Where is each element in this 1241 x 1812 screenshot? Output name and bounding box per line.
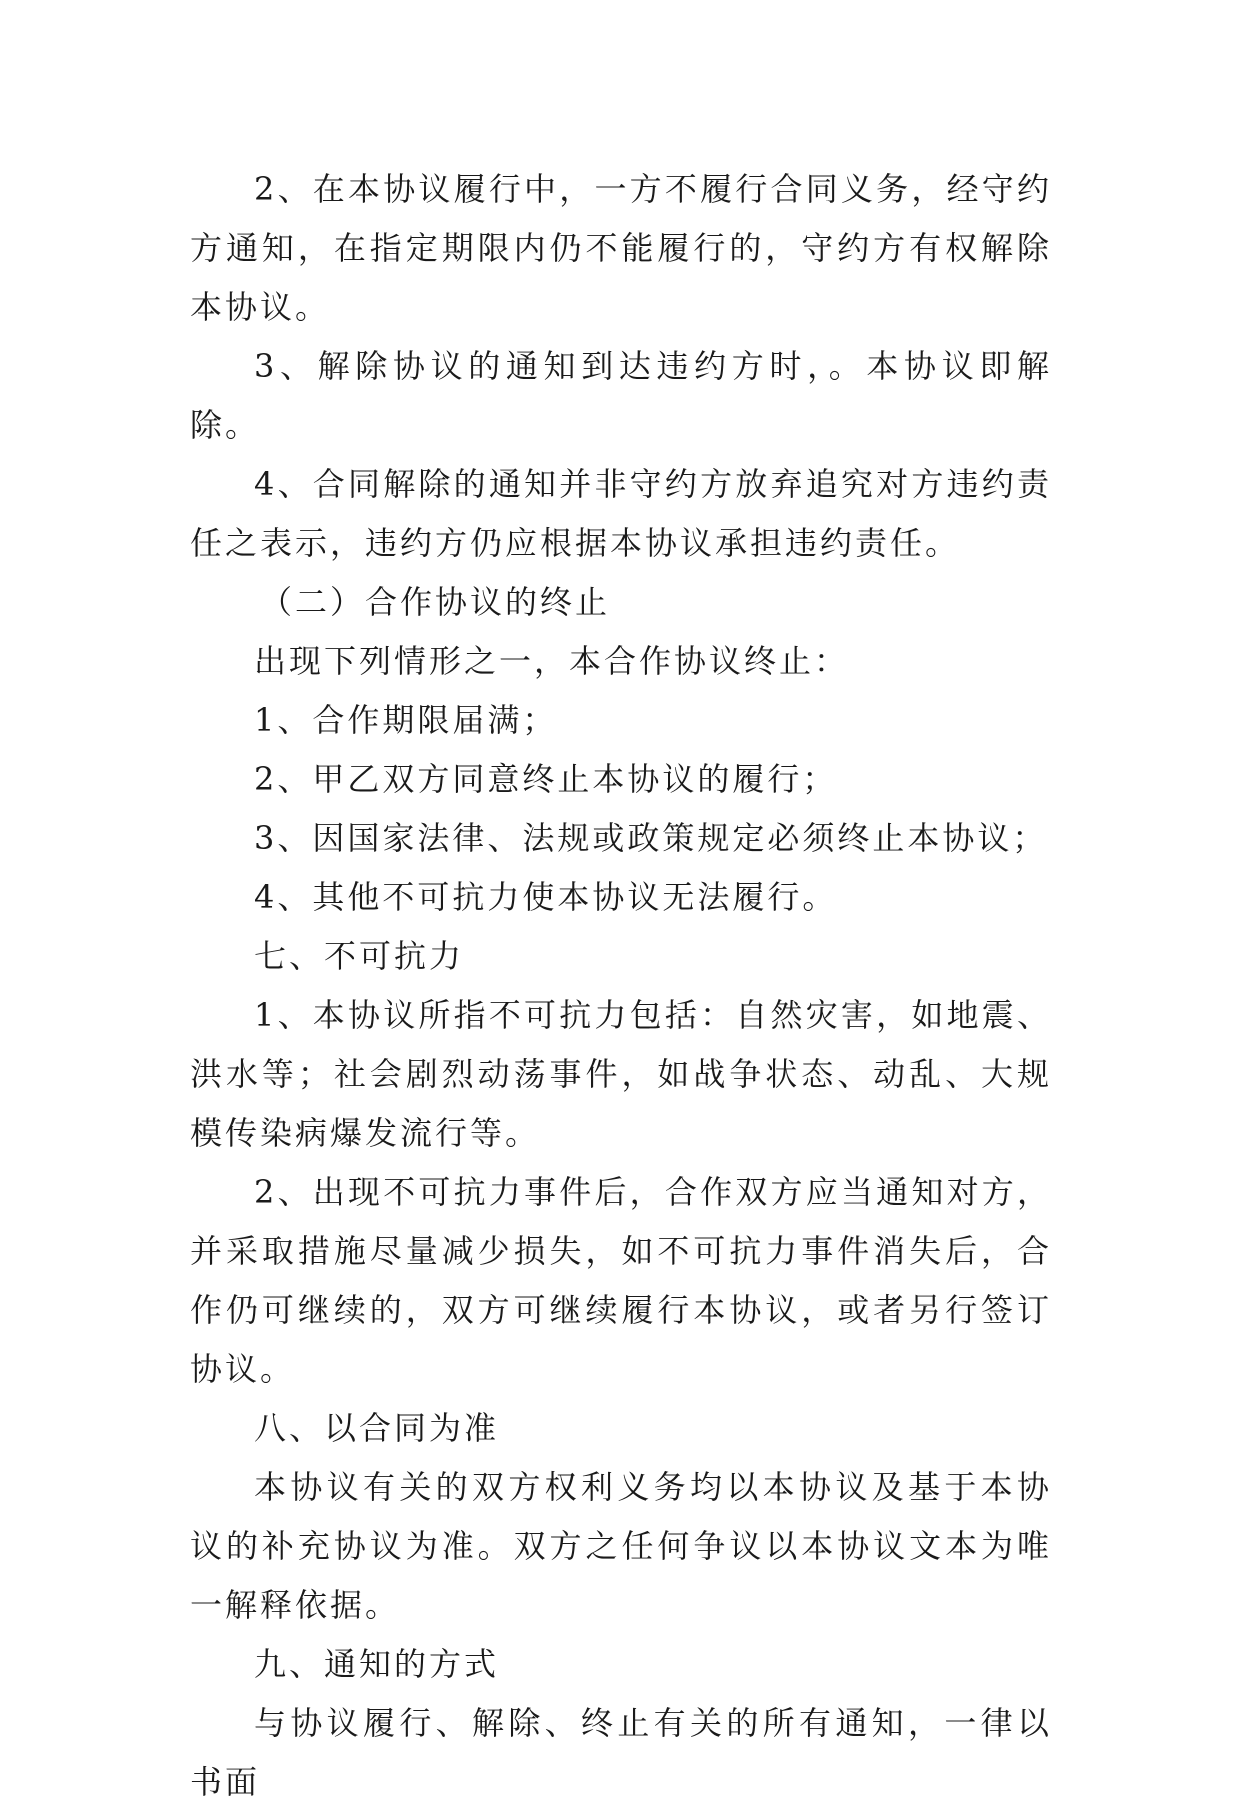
- section-heading-cooperation-end: （二）合作协议的终止: [260, 583, 611, 621]
- paragraph-force-majeure-1: 1、本协议所指不可抗力包括：自然灾害，如地震、洪水等；社会剧烈动荡事件，如战争状态、动乱、大规模传染病爆发流行等。: [190, 996, 1052, 1152]
- list-item-end-4: 4、其他不可抗力使本协议无法履行。: [254, 878, 838, 916]
- paragraph-termination-4: 4、合同解除的通知并非守约方放弃追究对方违约责任之表示，违约方仍应根据本协议承担违约责任。: [190, 465, 1052, 562]
- paragraph-contract-prevails: 本协议有关的双方权利义务均以本协议及基于本协议的补充协议为准。双方之任何争议以本协议文本为唯一解释依据。: [190, 1468, 1052, 1624]
- list-item-end-1: 1、合作期限届满；: [254, 701, 558, 739]
- paragraph-termination-2: 2、在本协议履行中，一方不履行合同义务，经守约方通知，在指定期限内仍不能履行的，守约方有权解除本协议。: [190, 170, 1052, 326]
- document-body: [190, 160, 1052, 1812]
- paragraph-notice-method: 与协议履行、解除、终止有关的所有通知，一律以书面: [190, 1704, 1052, 1801]
- paragraph-end-conditions: 出现下列情形之一，本合作协议终止：: [254, 642, 850, 680]
- section-heading-notice-method: 九、通知的方式: [254, 1645, 500, 1683]
- paragraph-termination-3: 3、解除协议的通知到达违约方时，。本协议即解除。: [190, 347, 1052, 444]
- paragraph-force-majeure-2: 2、出现不可抗力事件后，合作双方应当通知对方，并采取措施尽量减少损失，如不可抗力事件消失后，合作仍可继续的，双方可继续履行本协议，或者另行签订协议。: [190, 1173, 1052, 1388]
- list-item-end-2: 2、甲乙双方同意终止本协议的履行；: [254, 760, 838, 798]
- section-heading-force-majeure: 七、不可抗力: [254, 937, 465, 975]
- section-heading-contract-prevails: 八、以合同为准: [254, 1409, 500, 1447]
- list-item-end-3: 3、因国家法律、法规或政策规定必须终止本协议；: [254, 819, 1048, 857]
